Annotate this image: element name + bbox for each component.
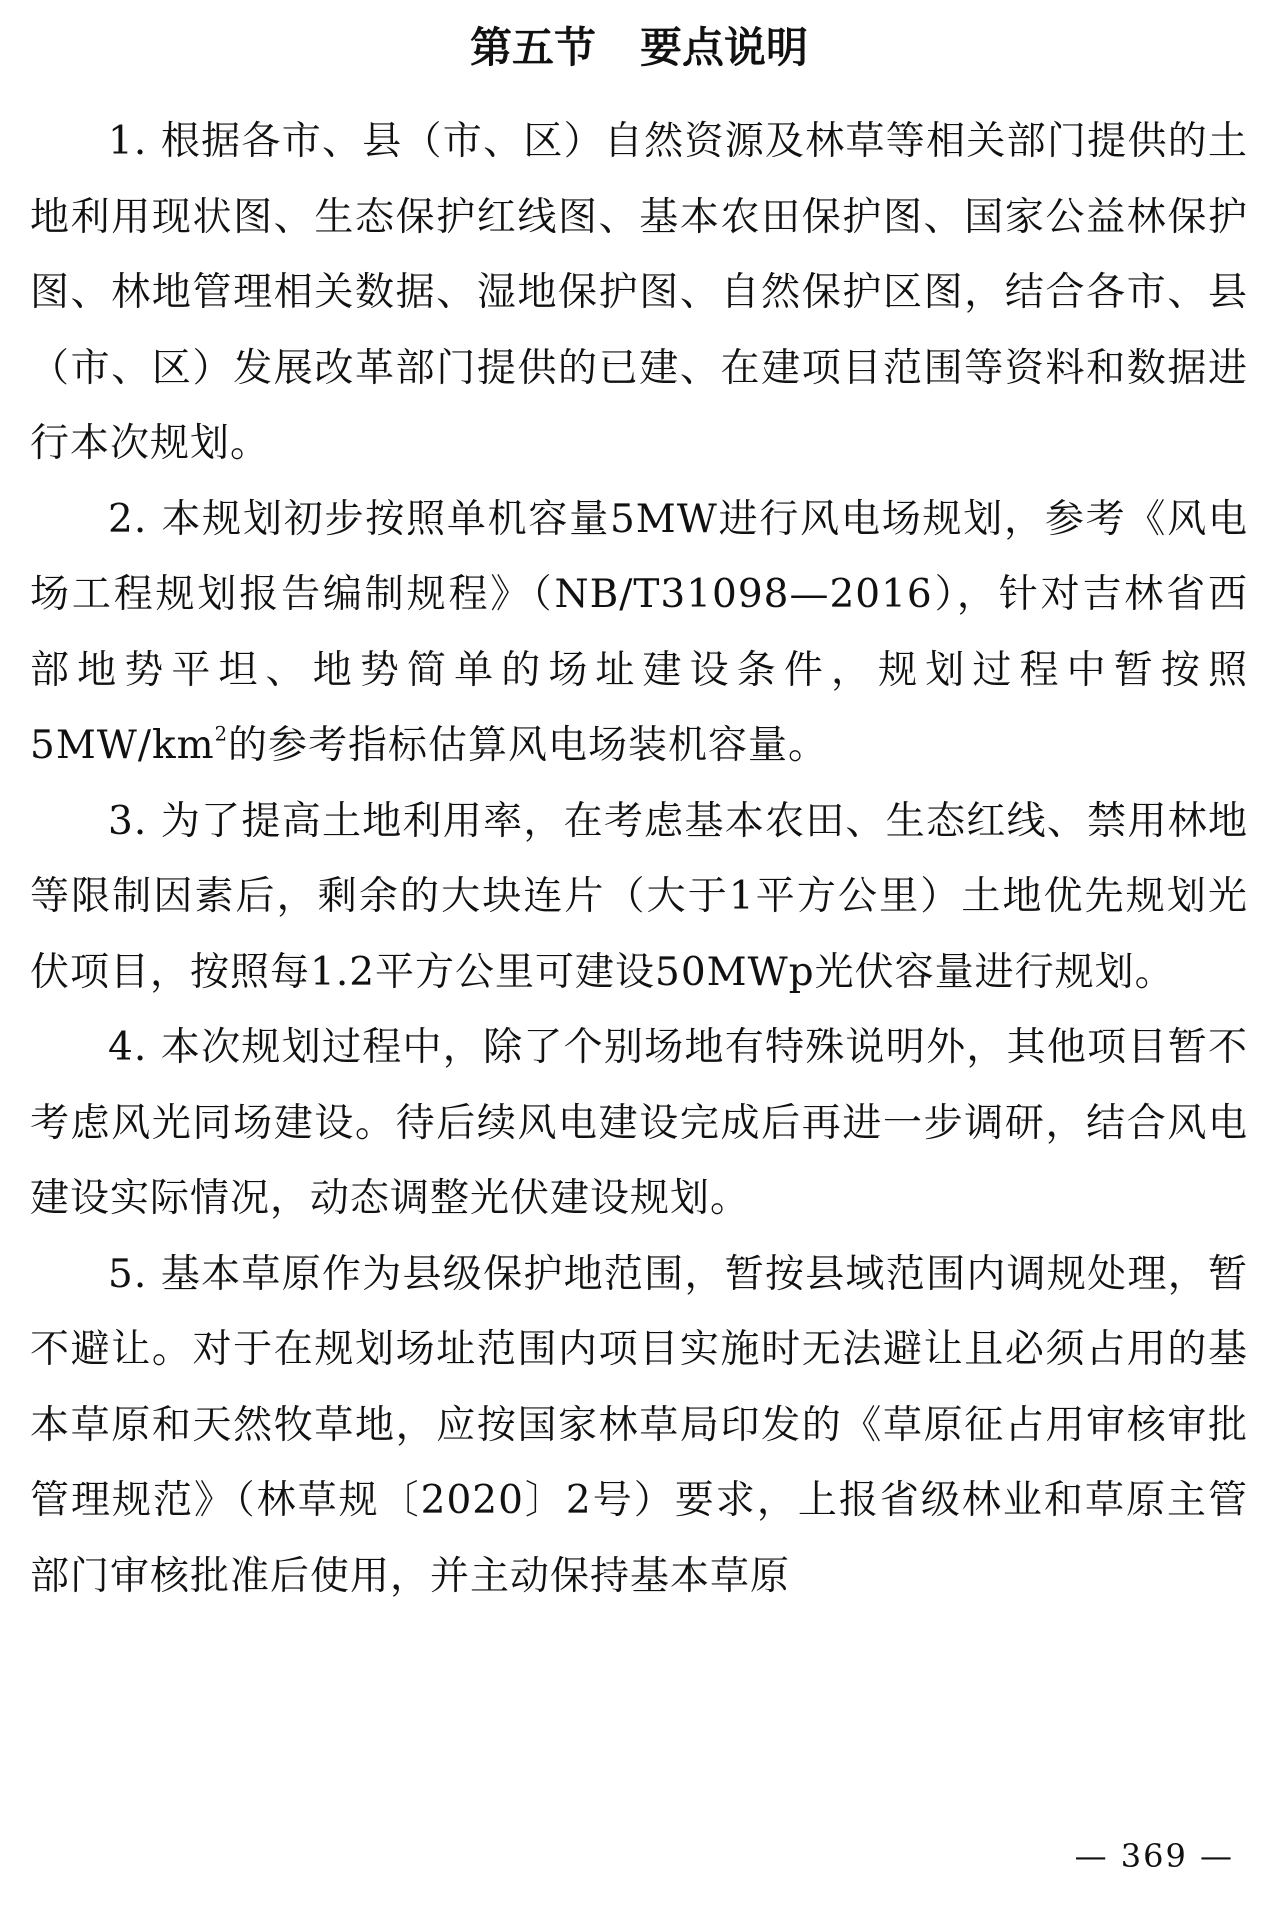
paragraph-2 [30, 482, 1248, 784]
paragraph-3: 3. 为了提高土地利用率，在考虑基本农田、生态红线、禁用林地等限制因素后，剩余的大块连片（大于1平方公里）土地优先规划光伏项目，按照每1.2平方公里可建设50MWp光伏容量进行规划。 [30, 798, 1248, 995]
section-number: 第五节 [469, 23, 596, 72]
paragraph-5: 5. 基本草原作为县级保护地范围，暂按县域范围内调规处理，暂不避让。对于在规划场址范围内项目实施时无法避让且必须占用的基本草原和天然牧草地，应按国家林草局印发的《草原征占用审核审批管理规范》（林草规〔2020〕2号）要求，上报省级林业和草原主管部门审核批准后使用，并主动保持基本草原 [30, 1251, 1248, 1599]
page-number: — 369 — [1074, 1837, 1234, 1875]
unit-base: 5MW/km [30, 723, 215, 768]
paragraph-1: 1. 根据各市、县（市、区）自然资源及林草等相关部门提供的土地利用现状图、生态保护红线图、基本农田保护图、国家公益林保护图、林地管理相关数据、湿地保护图、自然保护区图，结合各市、县（市、区）发展改革部门提供的已建、在建项目范围等资料和数据进行本次规划。 [30, 119, 1248, 466]
unit-superscript: 2 [214, 722, 229, 746]
body-text [30, 104, 1248, 1614]
section-heading [0, 18, 1278, 78]
section-title: 要点说明 [640, 23, 809, 72]
paragraph-2-text: 2. 本规划初步按照单机容量5MW进行风电场规划，参考《风电场工程规划报告编制规程》（NB/T31098—2016），针对吉林省西部地势平坦、地势简单的场址建设条件，规划过程中暂按照 [30, 496, 1248, 693]
paragraph-2-tail: 的参考指标估算风电场装机容量。 [228, 723, 829, 768]
paragraph-4: 4. 本次规划过程中，除了个别场地有特殊说明外，其他项目暂不考虑风光同场建设。待后续风电建设完成后再进一步调研，结合风电建设实际情况，动态调整光伏建设规划。 [30, 1025, 1248, 1221]
